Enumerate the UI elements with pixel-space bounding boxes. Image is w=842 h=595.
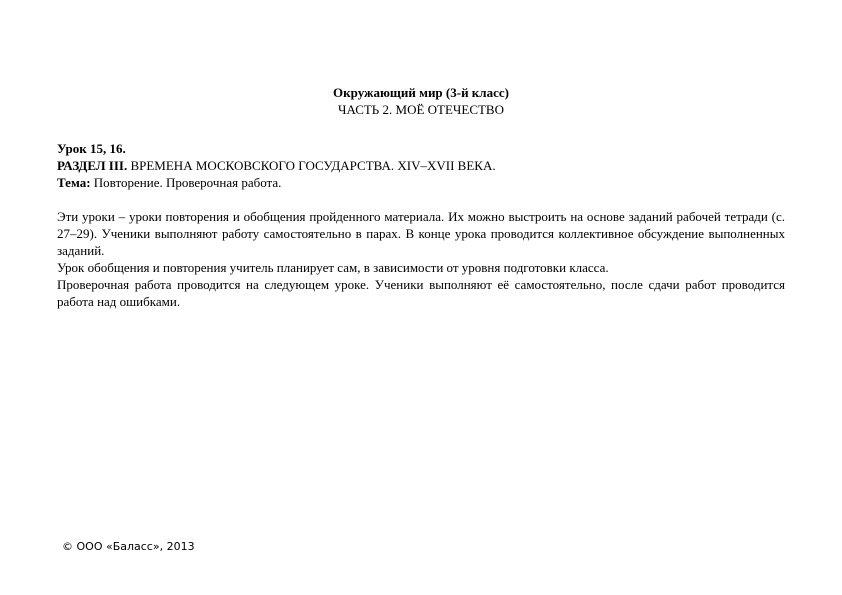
part-title: ЧАСТЬ 2. МОЁ ОТЕЧЕСТВО (338, 102, 504, 117)
section-title: ВРЕМЕНА МОСКОВСКОГО ГОСУДАРСТВА. XIV–XVII ВЕКА. (130, 158, 496, 173)
lesson-number: Урок 15, 16. (57, 141, 126, 156)
body-paragraph-1: Эти уроки – уроки повторения и обобщения пройденного материала. Их можно выстроить на основе заданий рабочей тетради (с. 27–29). Ученики выполняют работу самостоятельно в парах. В конце урока проводится коллективное обсуждение выполненных заданий. (57, 209, 785, 258)
lesson-number-line (57, 140, 785, 157)
page-header (0, 84, 842, 118)
topic-line (57, 174, 785, 191)
copyright-footer: © ООО «Баласс», 2013 (62, 540, 195, 553)
lesson-content (57, 140, 785, 310)
body-paragraph-2: Урок обобщения и повторения учитель планирует сам, в зависимости от уровня подготовки класса. (57, 260, 609, 275)
body-paragraph-3: Проверочная работа проводится на следующем уроке. Ученики выполняют её самостоятельно, после сдачи работ проводится работа над ошибками. (57, 277, 785, 309)
subject-title: Окружающий мир (3-й класс) (333, 85, 509, 100)
section-line (57, 157, 785, 174)
lesson-meta (57, 140, 785, 191)
topic-text: Повторение. Проверочная работа. (93, 175, 282, 190)
topic-label: Тема: (57, 175, 91, 190)
section-label: РАЗДЕЛ III. (57, 158, 128, 173)
